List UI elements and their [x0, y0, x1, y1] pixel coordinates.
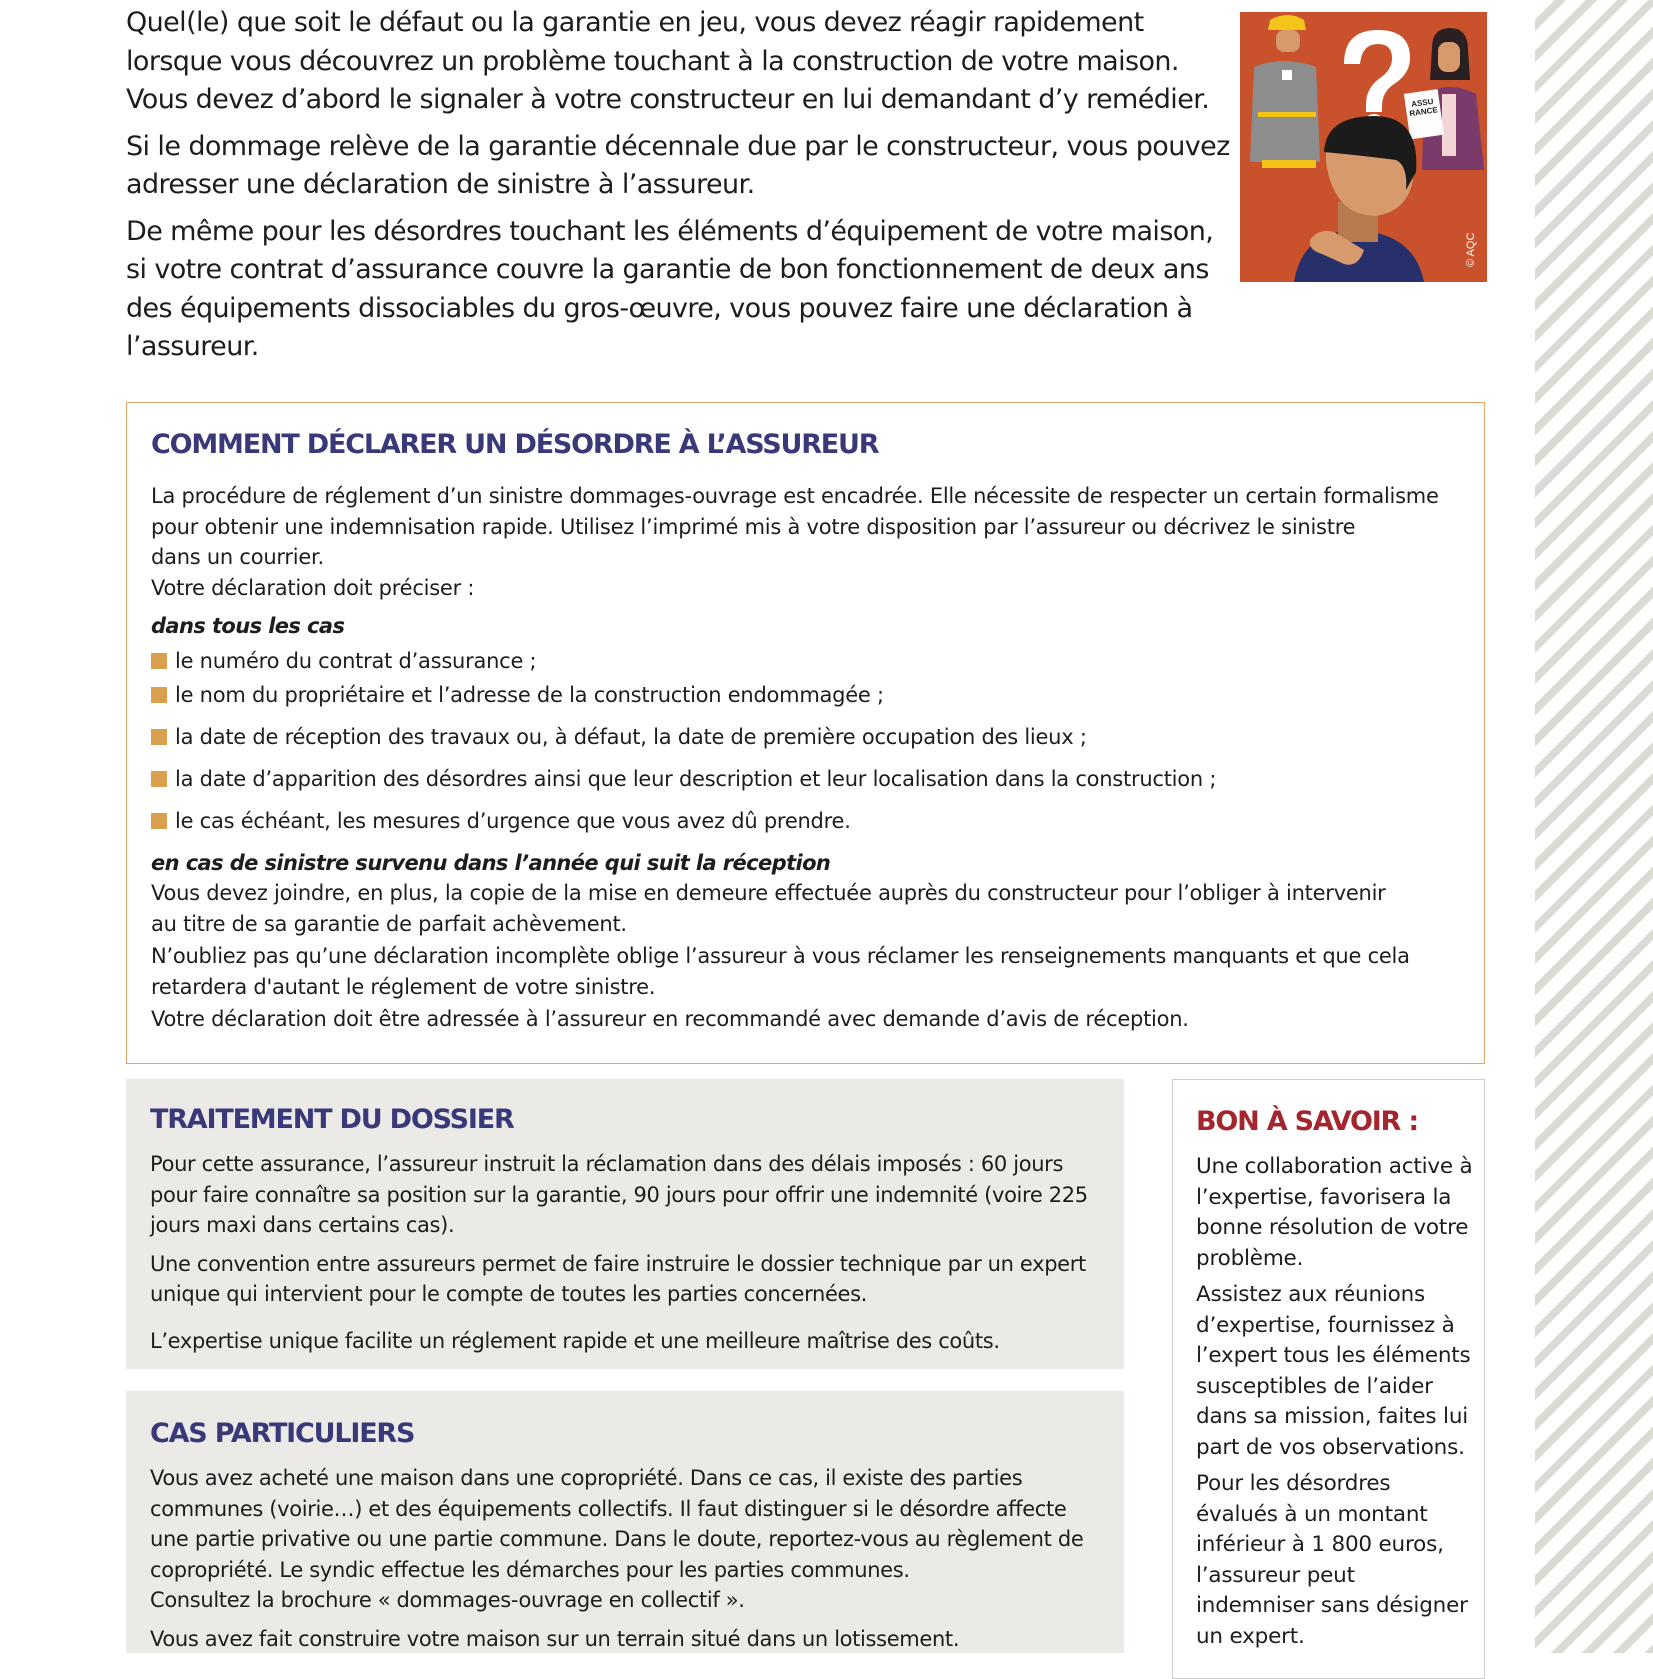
decorative-stripes [1535, 0, 1653, 1653]
howto-intro-line: La procédure de réglement d’un sinistre dommages-ouvrage est encadrée. Elle nécessite de respecter un certain formalisme [151, 484, 1439, 508]
good-to-know-title: BON À SAVOIR : [1196, 1106, 1418, 1137]
list-item [151, 646, 1461, 676]
list-item [151, 764, 1461, 794]
paper-label: ASSU [1410, 96, 1434, 109]
file-processing-title: TRAITEMENT DU DOSSIER [150, 1104, 514, 1135]
dossier-paragraph: Une convention entre assureurs permet de faire instruire le dossier technique par un expert unique qui intervient pour le compte de toutes les parties concernées. [150, 1251, 1086, 1306]
list-item-text: le numéro du contrat d’assurance ; [175, 648, 537, 673]
bon-paragraph: Une collaboration active à l’expertise, favorisera la bonne résolution de votre problème. [1196, 1154, 1473, 1271]
bon-paragraph: Pour les désordres évalués à un montant inférieur à 1 800 euros, l’assureur peut indemniser sans désigner un expert. [1196, 1471, 1468, 1649]
required-info-list [151, 646, 1461, 836]
list-item-text: le nom du propriétaire et l’adresse de la construction endommagée ; [175, 682, 884, 707]
bullet-square-icon [151, 771, 167, 787]
how-to-declare-title: COMMENT DÉCLARER UN DÉSORDRE À L’ASSUREUR [151, 429, 879, 460]
intro-paragraph: De même pour les désordres touchant les éléments d’équipement de votre maison, si votre contrat d’assurance couvre la garantie de bon fonctionnement de deux ans des équipements dissociables du gros-œuvre, vous pouvez faire une déclaration à l’assureur. [126, 215, 1214, 362]
bon-paragraph: Assistez aux réunions d’expertise, fournissez à l’expert tous les éléments susceptibles de l’aider dans sa mission, faites lui part de vos observations. [1196, 1282, 1471, 1460]
cas-paragraph: Vous avez fait construire votre maison sur un terrain situé dans un lotissement. [150, 1626, 960, 1651]
howto-closing-line: Votre déclaration doit être adressée à l’assureur en recommandé avec demande d’avis de réception. [151, 1007, 1189, 1031]
dossier-paragraph: Pour cette assurance, l’assureur instruit la réclamation dans des délais imposés : 60 jours pour faire connaître sa position sur la garantie, 90 jours pour offrir une indemnité (voire 225 jours maxi dans certains cas). [150, 1152, 1088, 1237]
how-to-declare-body [151, 481, 1461, 1035]
howto-closing-line: Vous devez joindre, en plus, la copie de la mise en demeure effectuée auprès du constructeur pour l’obliger à intervenir [151, 881, 1386, 905]
file-processing-body [150, 1149, 1090, 1364]
list-item-text: le cas échéant, les mesures d’urgence que vous avez dû prendre. [175, 808, 851, 833]
bullet-square-icon [151, 729, 167, 745]
howto-intro-line: Votre déclaration doit préciser : [151, 575, 475, 600]
howto-intro-line: dans un courrier. [151, 545, 324, 569]
list-item-text: la date d’apparition des désordres ainsi que leur description et leur localisation dans la construction ; [175, 766, 1217, 791]
list-item-text: la date de réception des travaux ou, à défaut, la date de première occupation des lieux ; [175, 724, 1087, 749]
intro-text [126, 4, 1236, 375]
special-cases-panel [126, 1391, 1124, 1653]
bullet-square-icon [151, 653, 167, 669]
cas-paragraph: Consultez la brochure « dommages-ouvrage en collectif ». [150, 1588, 745, 1612]
intro-paragraph: Vous devez d’abord le signaler à votre constructeur en lui demandant d’y remédier. [126, 84, 1210, 115]
list-item [151, 680, 1461, 710]
special-cases-title: CAS PARTICULIERS [150, 1418, 415, 1449]
intro-paragraph: Quel(le) que soit le défaut ou la garantie en jeu, vous devez réagir rapidement lorsque vous découvrez un problème touchant à la construction de votre maison. [126, 7, 1179, 77]
how-to-declare-box [126, 402, 1485, 1064]
all-cases-heading: dans tous les cas [151, 614, 345, 638]
bullet-square-icon [151, 687, 167, 703]
howto-closing-line: au titre de sa garantie de parfait achèvement. [151, 911, 627, 936]
cas-paragraph: Vous avez acheté une maison dans une copropriété. Dans ce cas, il existe des parties communes (voirie…) et des équipements collectifs. Il faut distinguer si le désordre affecte une partie privative ou une partie commune. Dans le doute, reportez-vous au règlement de copropriété. Le syndic effectue les démarches pour les parties communes. [150, 1466, 1084, 1582]
list-item [151, 722, 1461, 752]
illustration-confused-homeowner [1240, 12, 1487, 282]
dossier-paragraph: L’expertise unique facilite un réglement rapide et une meilleure maîtrise des coûts. [150, 1328, 1000, 1353]
good-to-know-box [1172, 1079, 1485, 1679]
first-year-heading: en cas de sinistre survenu dans l’année qui suit la réception [151, 850, 831, 875]
file-processing-panel [126, 1079, 1124, 1369]
howto-closing-line: retardera d'autant le réglement de votre sinistre. [151, 974, 656, 999]
list-item [151, 806, 1461, 836]
howto-intro-line: pour obtenir une indemnisation rapide. Utilisez l’imprimé mis à votre disposition par l’assureur ou décrivez le sinistre [151, 514, 1356, 539]
bullet-square-icon [151, 813, 167, 829]
good-to-know-body [1196, 1152, 1476, 1658]
illustration-credit: © AQC [1465, 232, 1477, 267]
howto-closing-line: N’oubliez pas qu’une déclaration incomplète oblige l’assureur à vous réclamer les renseignements manquants et que cela [151, 944, 1410, 968]
paper-label: RANCE [1408, 105, 1439, 119]
special-cases-body [150, 1463, 1090, 1662]
intro-paragraph: Si le dommage relève de la garantie décennale due par le constructeur, vous pouvez adresser une déclaration de sinistre à l’assureur. [126, 130, 1230, 200]
